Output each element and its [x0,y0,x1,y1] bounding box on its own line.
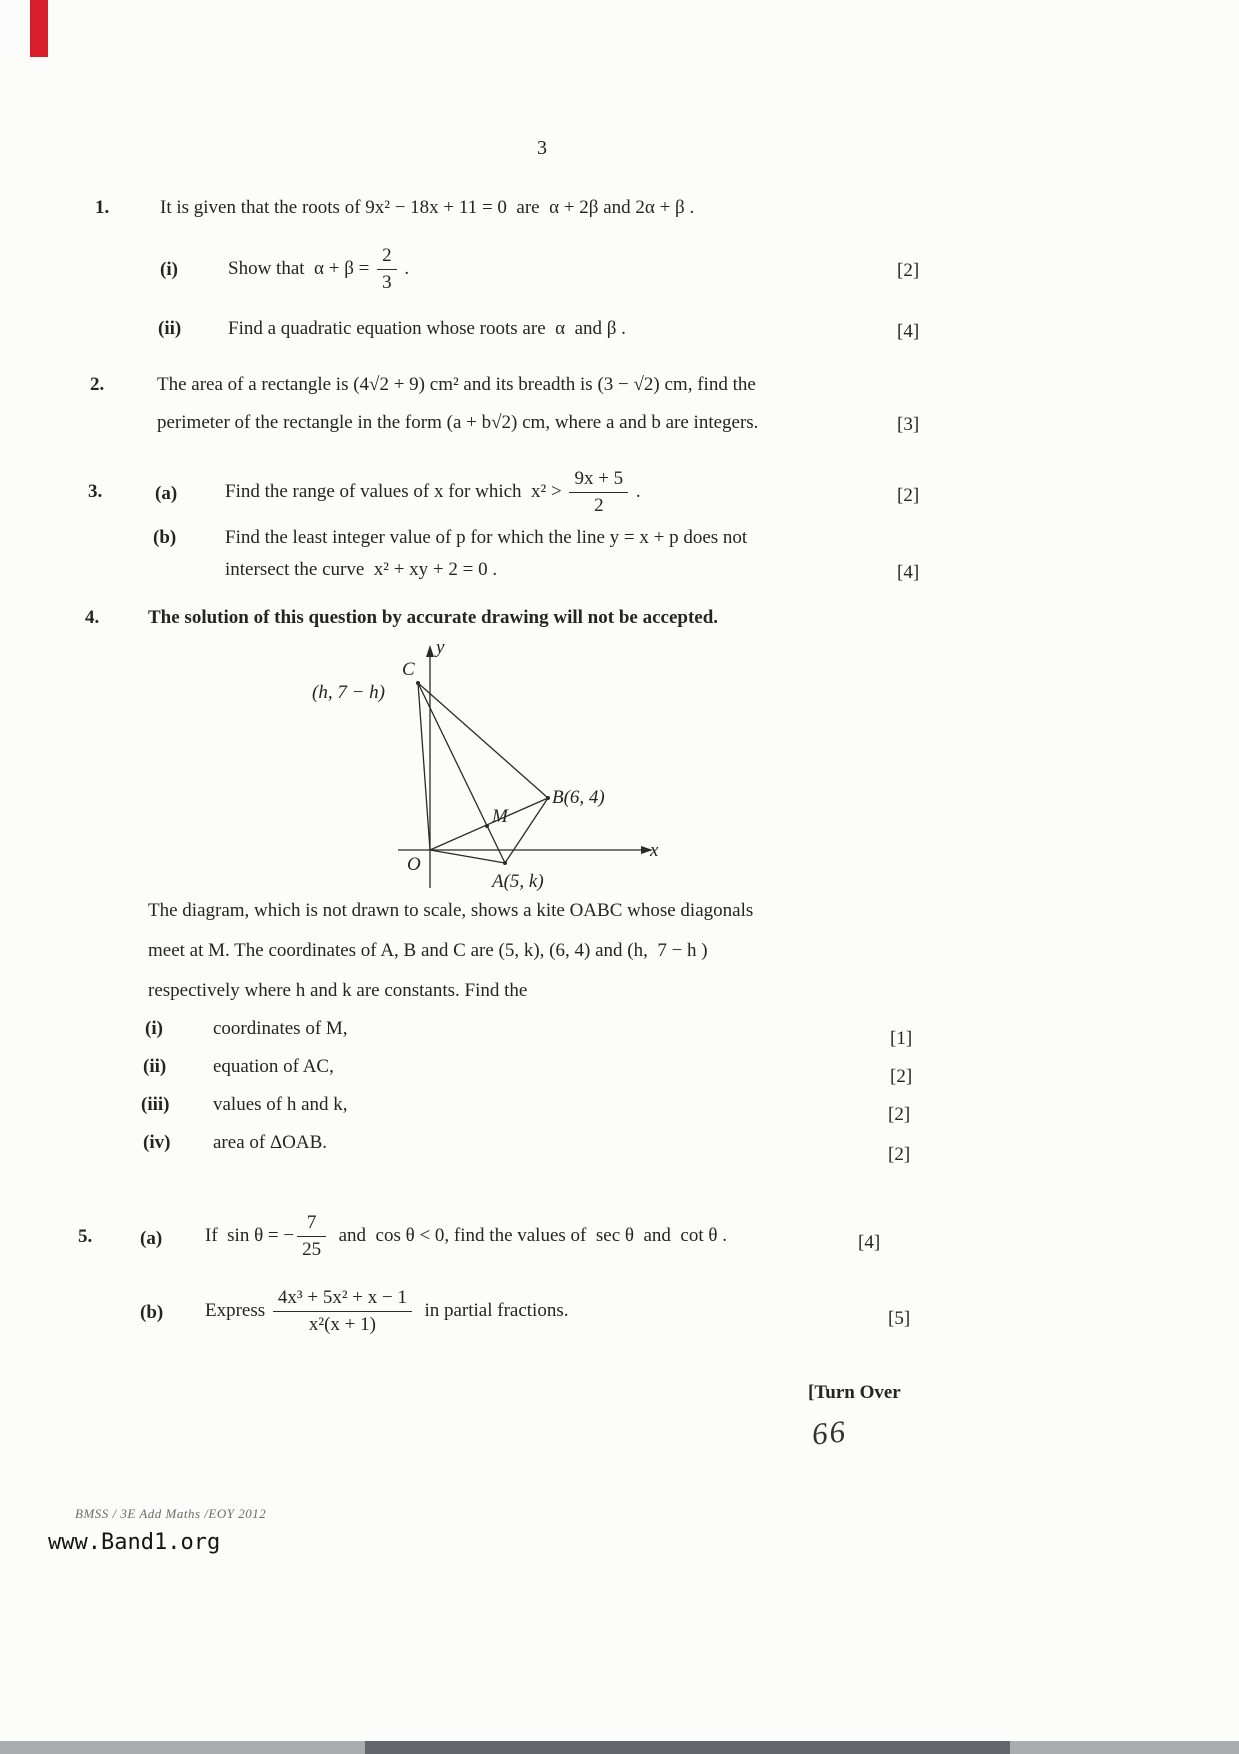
q4-item-i-label: (i) [145,1018,163,1039]
q3-part-b-mark: [4] [897,562,920,583]
q4-item-iv-text: area of ΔOAB. [213,1132,328,1153]
q4-heading: The solution of this question by accurate drawing will not be accepted. [148,607,719,628]
q1-part-i-before: Show that α + β = [228,258,375,279]
page-number: 3 [537,137,547,159]
q2-line2: perimeter of the rectangle in the form (a + b√2) cm, where a and b are integers. [157,412,759,433]
q5-part-a-fraction [297,1212,326,1260]
q3-part-b-label: (b) [153,527,177,548]
fraction-numerator: 7 [306,1212,317,1234]
q5-part-b-after: in partial fractions. [414,1300,569,1321]
q3-part-a-label: (a) [155,483,178,504]
q2-number: 2. [90,374,105,395]
q4-kite-diagram [300,638,700,904]
q5-part-a-mark: [4] [858,1232,881,1253]
q1-part-i-mark: [2] [897,260,920,281]
fraction-denominator: 3 [377,269,397,293]
point-label-m: M [492,806,508,827]
q2-mark: [3] [897,414,920,435]
q3-part-a-text [225,463,641,521]
handwritten-mark: 66 [810,1413,849,1452]
q5-part-a-text [205,1206,727,1266]
y-axis-label: y [436,638,445,658]
q1-part-i-label: (i) [160,259,178,280]
fraction-denominator: x²(x + 1) [273,1311,412,1335]
q1-part-ii-mark: [4] [897,321,920,342]
q3-part-b-line1: Find the least integer value of p for which the line y = x + p does not [225,527,748,548]
q3-part-a-mark: [2] [897,485,920,506]
q2-line1: The area of a rectangle is (4√2 + 9) cm² and its breadth is (3 − √2) cm, find the [157,374,756,395]
q5-part-a-label: (a) [140,1228,163,1249]
point-label-c: C [402,659,415,680]
point-label-c-coords: (h, 7 − h) [312,682,385,703]
q4-para-line3: respectively where h and k are constants. Find the [148,980,528,1001]
q1-part-i-after: . [399,258,410,279]
q1-part-i-text [228,241,409,297]
q5-number: 5. [78,1226,93,1247]
q4-item-iii-text: values of h and k, [213,1094,348,1115]
q3-part-a-after: . [631,481,641,502]
x-axis-label: x [650,840,659,861]
q4-item-iii-label: (iii) [141,1094,170,1115]
q3-part-a-before: Find the range of values of x for which x² > [225,481,567,502]
q4-item-ii-label: (ii) [143,1056,167,1077]
q1-number: 1. [95,197,110,218]
q4-para-line2: meet at M. The coordinates of A, B and C are (5, k), (6, 4) and (h, 7 − h ) [148,940,708,961]
q4-item-iv-label: (iv) [143,1132,171,1153]
q1-part-i-fraction [377,245,397,293]
q5-part-b-before: Express [205,1300,270,1321]
footer-website: www.Band1.org [48,1530,221,1555]
q4-number: 4. [85,607,100,628]
q4-para-line1: The diagram, which is not drawn to scale, shows a kite OABC whose diagonals [148,900,754,921]
kite-edges-and-axes [398,654,644,888]
axis-arrows-and-points [416,645,653,865]
q4-item-iv-mark: [2] [888,1144,911,1165]
scan-red-mark [30,0,48,57]
q1-intro: It is given that the roots of 9x² − 18x + 11 = 0 are α + 2β and 2α + β . [160,197,695,218]
q5-part-b-label: (b) [140,1302,164,1323]
fraction-numerator: 2 [382,245,392,267]
fraction-denominator: 25 [297,1236,326,1260]
q4-item-i-mark: [1] [890,1028,913,1049]
q5-part-a-after: and cos θ < 0, find the values of sec θ and cot θ . [329,1225,727,1246]
q1-part-ii-text: Find a quadratic equation whose roots are α and β . [228,318,626,339]
footer-reference: BMSS / 3E Add Maths /EOY 2012 [75,1506,267,1521]
fraction-numerator: 9x + 5 [574,468,624,490]
fraction-denominator: 2 [569,492,628,516]
q4-item-iii-mark: [2] [888,1104,911,1125]
q3-part-b-line2: intersect the curve x² + xy + 2 = 0 . [225,559,498,580]
turn-over-note: [Turn Over [808,1382,901,1403]
q3-number: 3. [88,481,103,502]
q4-item-ii-mark: [2] [890,1066,913,1087]
q5-part-b-text [205,1276,568,1346]
q1-part-ii-label: (ii) [158,318,182,339]
point-label-b: B(6, 4) [552,787,605,808]
q5-part-a-before: If sin θ = − [205,1225,295,1246]
q4-item-i-text: coordinates of M, [213,1018,348,1039]
q3-part-a-fraction [569,468,628,516]
point-label-o: O [407,854,421,875]
scan-bottom-bar-dark [365,1741,1010,1754]
fraction-numerator: 4x³ + 5x² + x − 1 [277,1287,407,1309]
q5-part-b-mark: [5] [888,1308,911,1329]
point-label-a: A(5, k) [492,871,544,892]
q4-item-ii-text: equation of AC, [213,1056,334,1077]
q5-part-b-fraction [273,1287,412,1335]
